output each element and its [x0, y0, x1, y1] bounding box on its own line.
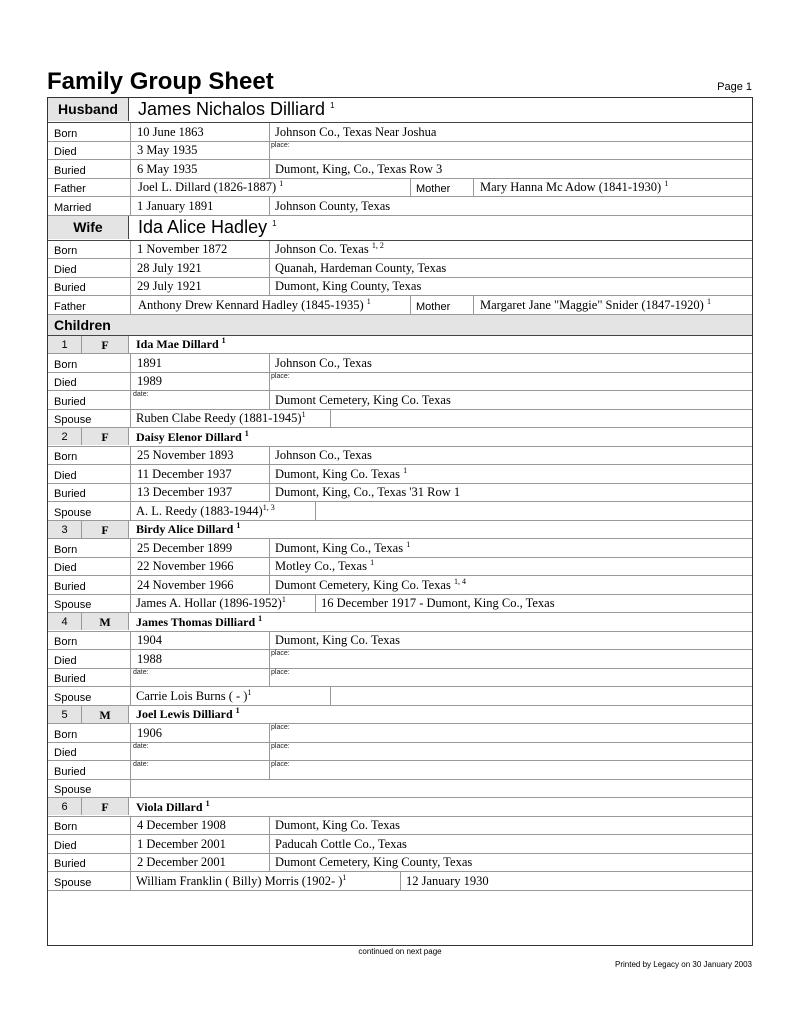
born-label: Born [54, 821, 78, 833]
husband-buried-row [48, 160, 752, 179]
child-header [48, 428, 752, 447]
buried-label: Buried [54, 580, 86, 593]
buried-label: Buried [54, 765, 86, 778]
husband-label: Husband [48, 98, 129, 121]
child-born-date: 1906 [137, 725, 162, 740]
child-buried-row [48, 484, 752, 503]
husband-mother: Mary Hanna Mc Adow (1841-1930) $^1$ [480, 178, 669, 194]
child-spouse: William Franklin ( Billy) Morris (1902- )$^1$ [136, 872, 347, 888]
child-spouse: James A. Hollar (1896-1952)$^1$ [136, 594, 286, 610]
child-number: 4 [48, 613, 82, 630]
child-spouse-row [48, 872, 752, 891]
child-buried-place: Dumont Cemetery, King Co. Texas $^{1, 4}$ [275, 576, 466, 592]
children-header: Children [48, 315, 752, 336]
child-name: Viola Dillard $^1$ [136, 798, 210, 814]
children-list [48, 336, 752, 891]
place-caption: place: [271, 724, 290, 731]
child-sex: F [82, 336, 129, 353]
husband-born-place: Johnson Co., Texas Near Joshua [275, 124, 437, 139]
spouse-label: Spouse [54, 784, 92, 796]
born-label: Born [54, 127, 78, 140]
child-died-place: Paducah Cottle Co., Texas [275, 836, 407, 851]
child-buried-place: Dumont Cemetery, King Co. Texas [275, 392, 451, 407]
father-label: Father [54, 300, 86, 313]
child-died-row [48, 835, 752, 854]
buried-label: Buried [54, 164, 86, 177]
died-label: Died [54, 146, 77, 158]
child-name: Birdy Alice Dillard $^1$ [136, 521, 241, 536]
spouse-label: Spouse [54, 691, 92, 704]
died-label: Died [54, 747, 77, 759]
child-number: 5 [48, 706, 82, 723]
buried-label: Buried [54, 673, 86, 685]
child-died-row [48, 743, 752, 762]
married-date: 1 January 1891 [137, 198, 214, 213]
husband-buried-date: 6 May 1935 [137, 161, 198, 176]
wife-buried-row [48, 278, 752, 297]
husband-name: James Nichalos Dilliard $^1$ [138, 99, 335, 119]
died-label: Died [54, 654, 77, 667]
child-born-date: 1891 [137, 355, 162, 370]
child-died-date: 1988 [137, 651, 162, 666]
died-label: Died [54, 469, 77, 482]
sheet-frame [47, 97, 753, 946]
child-died-row [48, 373, 752, 392]
born-label: Born [54, 636, 78, 648]
child-buried-row [48, 391, 752, 410]
child-died-row [48, 650, 752, 669]
child-buried-row [48, 761, 752, 780]
date-caption: date: [133, 761, 149, 768]
date-caption: date: [133, 742, 149, 750]
child-buried-date: 2 December 2001 [137, 855, 226, 869]
husband-buried-place: Dumont, King, Co., Texas Row 3 [275, 161, 443, 176]
spouse-label: Spouse [54, 599, 92, 611]
child-spouse: A. L. Reedy (1883-1944)$^{1, 3}$ [136, 502, 275, 518]
child-marriage: 12 January 1930 [406, 873, 489, 888]
wife-buried-date: 29 July 1921 [137, 279, 202, 293]
child-buried-row [48, 854, 752, 873]
marriage-row [48, 197, 752, 216]
wife-died-place: Quanah, Hardeman County, Texas [275, 260, 447, 275]
wife-buried-place: Dumont, King County, Texas [275, 279, 422, 293]
child-born-date: 25 December 1899 [137, 540, 233, 555]
child-number: 2 [48, 428, 82, 445]
child-died-date: 1 December 2001 [137, 836, 226, 851]
page-title: Family Group Sheet [47, 68, 274, 95]
born-label: Born [54, 451, 78, 463]
child-buried-row [48, 576, 752, 595]
child-died-date: 22 November 1966 [137, 559, 234, 573]
wife-died-row [48, 259, 752, 278]
child-buried-place: Dumont Cemetery, King County, Texas [275, 855, 473, 869]
child-number: 1 [48, 336, 82, 353]
place-caption: place: [271, 650, 290, 657]
wife-died-date: 28 July 1921 [137, 260, 202, 275]
husband-died-date: 3 May 1935 [137, 143, 198, 157]
died-label: Died [54, 839, 77, 852]
child-header [48, 706, 752, 725]
page-number: Page 1 [717, 81, 752, 93]
wife-born-date: 1 November 1872 [137, 242, 228, 256]
wife-mother: Margaret Jane "Maggie" Snider (1847-1920) $^1$ [480, 296, 711, 312]
mother-label: Mother [416, 183, 451, 195]
place-caption: place: [271, 761, 290, 768]
died-label: Died [54, 562, 77, 574]
child-number: 6 [48, 798, 82, 815]
child-header [48, 521, 752, 540]
child-born-row [48, 632, 752, 651]
child-died-date: 1989 [137, 374, 162, 388]
child-born-place: Dumont, King Co. Texas [275, 818, 400, 832]
child-born-date: 1904 [137, 633, 162, 647]
child-spouse-row [48, 502, 752, 521]
child-born-date: 25 November 1893 [137, 448, 234, 462]
wife-header [48, 216, 752, 241]
place-caption: place: [271, 372, 290, 380]
wife-label: Wife [48, 216, 129, 239]
wife-father: Anthony Drew Kennard Hadley (1845-1935) $^1$ [138, 296, 371, 312]
child-sex: F [82, 428, 129, 445]
child-name: Ida Mae Dillard $^1$ [136, 336, 226, 351]
child-born-row [48, 724, 752, 743]
place-caption: place: [271, 141, 290, 149]
died-label: Died [54, 377, 77, 389]
buried-label: Buried [54, 395, 86, 408]
spouse-label: Spouse [54, 506, 92, 519]
child-buried-date: 13 December 1937 [137, 485, 233, 499]
husband-parents-row [48, 179, 752, 198]
child-buried-place: Dumont, King, Co., Texas '31 Row 1 [275, 485, 461, 499]
spouse-label: Spouse [54, 414, 92, 426]
printed-note: Printed by Legacy on 30 January 2003 [615, 960, 752, 969]
child-born-place: Dumont, King Co. Texas [275, 633, 400, 647]
child-name: Daisy Elenor Dillard $^1$ [136, 428, 249, 444]
child-sex: M [82, 706, 129, 723]
husband-header [48, 98, 752, 123]
child-spouse-row [48, 687, 752, 706]
child-spouse-row [48, 595, 752, 614]
buried-label: Buried [54, 282, 86, 294]
husband-born-date: 10 June 1863 [137, 124, 204, 139]
father-label: Father [54, 183, 86, 195]
child-header [48, 613, 752, 632]
spouse-label: Spouse [54, 876, 92, 889]
child-born-place: Johnson Co., Texas [275, 355, 372, 370]
child-sex: F [82, 521, 129, 538]
child-number: 3 [48, 521, 82, 538]
child-died-row [48, 465, 752, 484]
date-caption: date: [133, 668, 149, 676]
child-marriage: 16 December 1917 - Dumont, King Co., Texas [321, 596, 555, 610]
husband-father: Joel L. Dillard (1826-1887) $^1$ [138, 178, 284, 194]
buried-label: Buried [54, 488, 86, 500]
child-buried-row [48, 669, 752, 688]
child-born-row [48, 354, 752, 373]
child-died-date: 11 December 1937 [137, 466, 232, 481]
child-died-place: Motley Co., Texas $^1$ [275, 557, 375, 573]
child-spouse-row [48, 410, 752, 429]
child-sex: F [82, 798, 129, 815]
child-name: Joel Lewis Dilliard $^1$ [136, 706, 240, 721]
born-label: Born [54, 543, 78, 556]
child-born-place: Dumont, King Co., Texas $^1$ [275, 539, 411, 555]
buried-label: Buried [54, 858, 86, 870]
child-sex: M [82, 613, 129, 630]
child-spouse: Carrie Lois Burns ( - )$^1$ [136, 687, 252, 703]
date-caption: date: [133, 391, 149, 398]
wife-name: Ida Alice Hadley $^1$ [138, 216, 277, 237]
born-label: Born [54, 728, 78, 741]
husband-born-row [48, 123, 752, 142]
child-name: James Thomas Dilliard $^1$ [136, 613, 263, 629]
child-buried-date: 24 November 1966 [137, 577, 234, 592]
wife-parents-row [48, 296, 752, 315]
place-caption: place: [271, 668, 290, 676]
wife-born-place: Johnson Co. Texas $^{1, 2}$ [275, 240, 384, 256]
child-born-row [48, 447, 752, 466]
child-died-row [48, 558, 752, 577]
child-born-date: 4 December 1908 [137, 818, 226, 832]
died-label: Died [54, 263, 77, 276]
child-born-row [48, 817, 752, 836]
married-place: Johnson County, Texas [275, 198, 391, 213]
born-label: Born [54, 358, 78, 371]
mother-label: Mother [416, 300, 451, 313]
child-header [48, 336, 752, 355]
continued-note: continued on next page [358, 947, 442, 956]
place-caption: place: [271, 742, 290, 750]
child-spouse-row [48, 780, 752, 799]
child-born-row [48, 539, 752, 558]
born-label: Born [54, 245, 78, 257]
child-spouse: Ruben Clabe Reedy (1881-1945)$^1$ [136, 409, 306, 425]
child-born-place: Johnson Co., Texas [275, 448, 372, 462]
child-died-place: Dumont, King Co. Texas $^1$ [275, 465, 408, 481]
husband-died-row [48, 142, 752, 161]
wife-born-row [48, 241, 752, 260]
married-label: Married [54, 201, 92, 214]
child-header [48, 798, 752, 817]
